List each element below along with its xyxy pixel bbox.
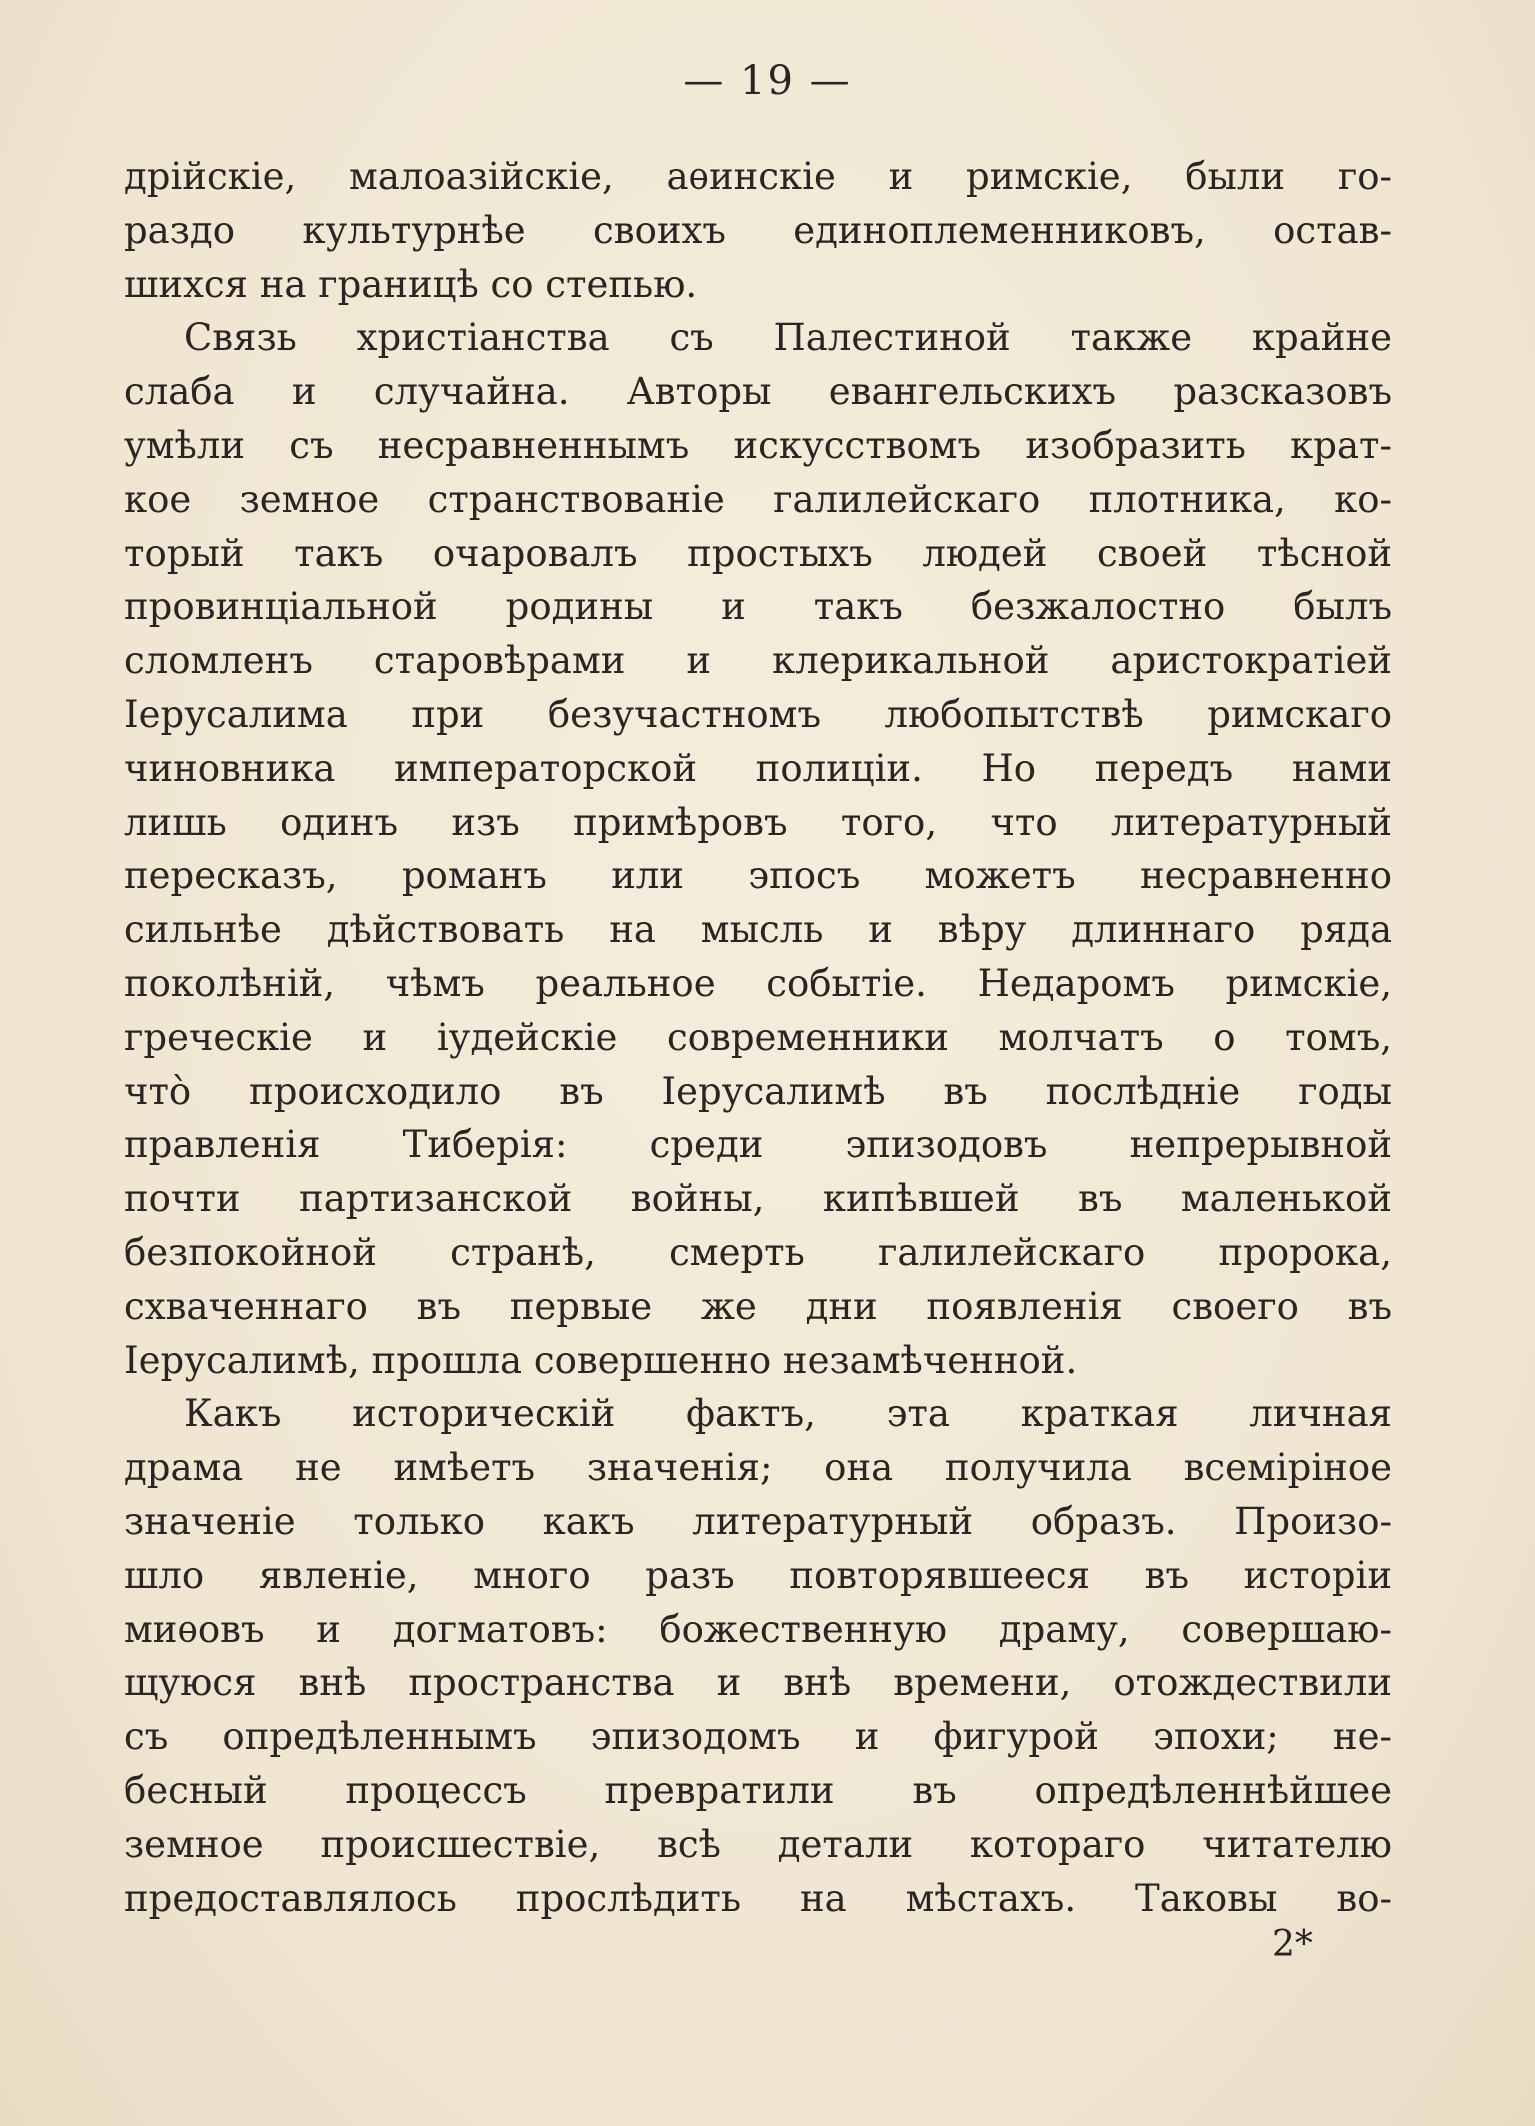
- text-line: раздо культурнѣе своихъ единоплеменниковъ, остав-: [124, 208, 1392, 252]
- text-line: умѣли съ несравненнымъ искусствомъ изобразить крат-: [124, 423, 1392, 467]
- signature-mark: 2*: [1272, 1924, 1313, 1965]
- text-line: Какъ историческій фактъ, эта краткая личная: [184, 1392, 1392, 1436]
- text-line: сильнѣе дѣйствовать на мысль и вѣру длиннаго ряда: [124, 908, 1392, 952]
- text-line: сломленъ старовѣрами и клерикальной аристократіей: [124, 639, 1392, 683]
- text-line: предоставлялось прослѣдить на мѣстахъ. Таковы во-: [124, 1876, 1392, 1920]
- text-line: дрійскіе, малоазійскіе, аѳинскіе и римскіе, были го-: [124, 155, 1392, 198]
- text-line: земное происшествіе, всѣ детали котораго читателю: [124, 1822, 1392, 1866]
- text-line: пересказъ, романъ или эпосъ можетъ несравненно: [124, 854, 1392, 898]
- text-line: правленія Тиберія: среди эпизодовъ непрерывной: [124, 1123, 1392, 1167]
- text-line: торый такъ очаровалъ простыхъ людей своей тѣсной: [124, 531, 1392, 575]
- text-line: провинціальной родины и такъ безжалостно былъ: [124, 585, 1392, 629]
- text-line: Связь христіанства съ Палестиной также крайне: [184, 316, 1392, 360]
- text-line: греческіе и іудейскіе современники молчатъ о томъ,: [124, 1015, 1392, 1059]
- text-line: слаба и случайна. Авторы евангельскихъ разсказовъ: [124, 370, 1392, 414]
- text-line: миѳовъ и догматовъ: божественную драму, совершаю-: [124, 1607, 1392, 1651]
- text-line: кое земное странствованіе галилейскаго плотника, ко-: [124, 477, 1392, 521]
- text-line: почти партизанской войны, кипѣвшей въ маленькой: [124, 1177, 1392, 1221]
- text-line: Іерусалимѣ, прошла совершенно незамѣченной.: [124, 1338, 1078, 1382]
- text-line: Іерусалима при безучастномъ любопытствѣ римскаго: [124, 692, 1392, 736]
- text-line: поколѣній, чѣмъ реальное событіе. Недаромъ римскіе,: [124, 961, 1392, 1005]
- text-line: съ опредѣленнымъ эпизодомъ и фигурой эпохи; не-: [124, 1715, 1392, 1759]
- page-number: — 19 —: [683, 58, 852, 104]
- text-line: щуюся внѣ пространства и внѣ времени, отождествили: [124, 1661, 1392, 1705]
- text-line: лишь одинъ изъ примѣровъ того, что литературный: [124, 800, 1392, 844]
- text-line: значеніе только какъ литературный образъ. Произо-: [124, 1499, 1392, 1543]
- text-line: драма не имѣетъ значенія; она получила всеміріное: [124, 1446, 1392, 1490]
- text-line: что̀ происходило въ Іерусалимѣ въ послѣдніе годы: [124, 1069, 1392, 1113]
- text-line: чиновника императорской полиціи. Но передъ нами: [124, 746, 1392, 790]
- text-line: бесный процессъ превратили въ опредѣленнѣйшее: [124, 1768, 1392, 1812]
- text-line: шихся на границѣ со степью.: [124, 262, 698, 306]
- text-line: схваченнаго въ первые же дни появленія своего въ: [124, 1284, 1392, 1328]
- text-line: шло явленіе, много разъ повторявшееся въ исторіи: [124, 1553, 1392, 1597]
- body-text: [124, 150, 1392, 1925]
- text-line: безпокойной странѣ, смерть галилейскаго пророка,: [124, 1230, 1392, 1274]
